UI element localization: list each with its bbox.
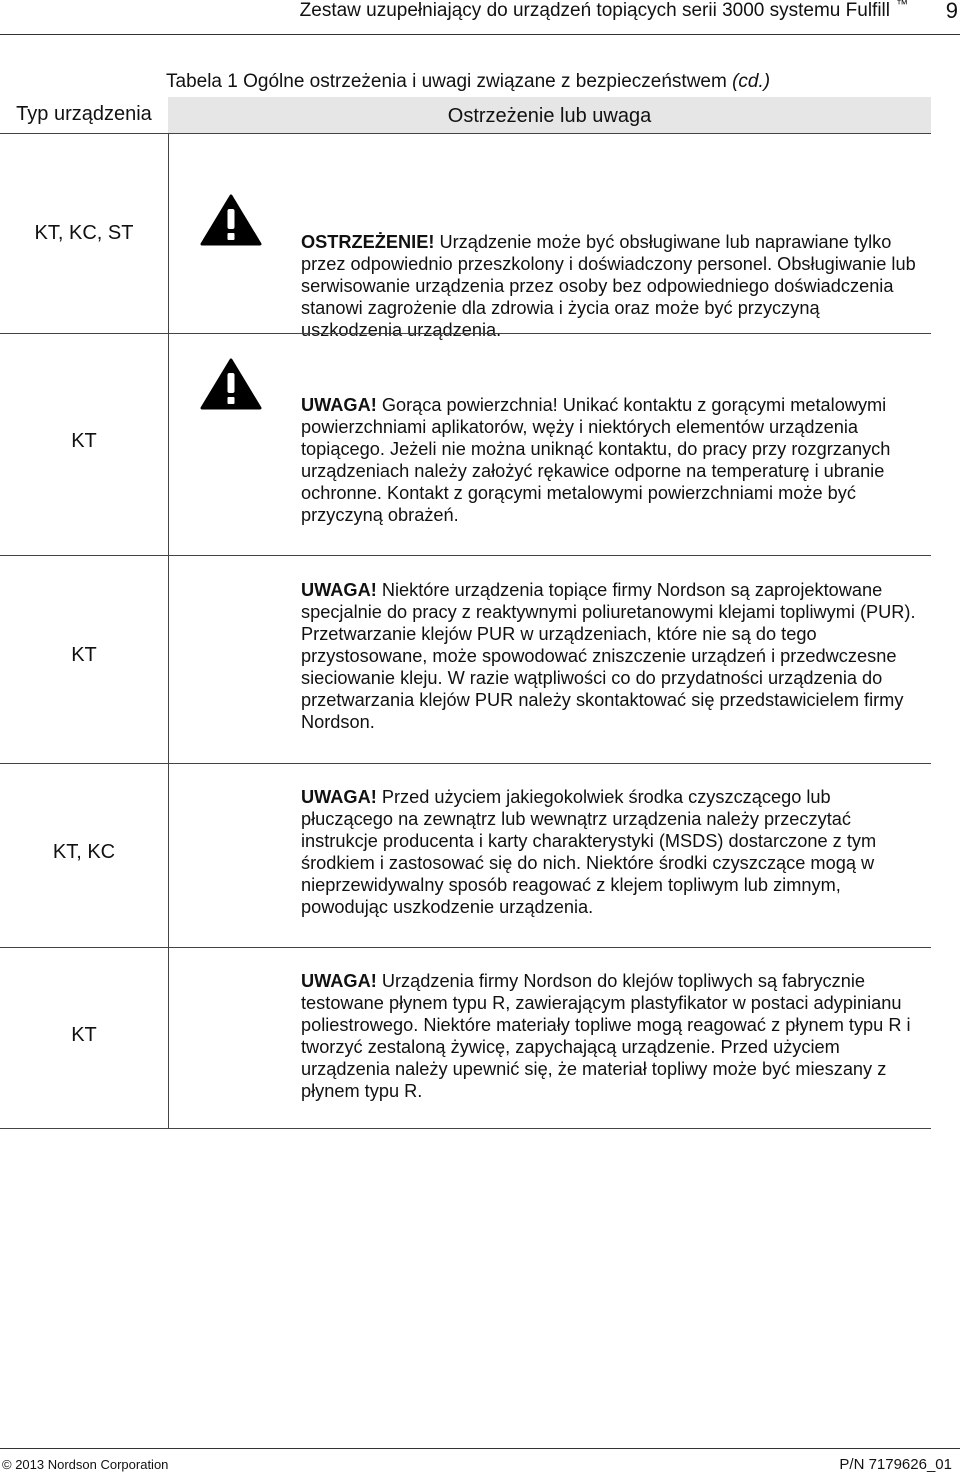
warning-triangle-icon <box>200 194 262 246</box>
table-row <box>0 947 931 1129</box>
column-divider <box>168 134 169 334</box>
device-type-cell: KT, KC, ST <box>34 222 134 244</box>
warning-triangle-icon <box>200 358 262 410</box>
footer-divider <box>0 1448 960 1449</box>
warning-text: UWAGA! Przed użyciem jakiegokolwiek środka czyszczącego lub płuczącego na zewnątrz lub wewnątrz urządzenia należy przeczytać instrukcje producenta i karty charakterystyki (MSDS) dostarczone z tym środkiem i zastosować się do nich. Niektóre środki czyszczące mogą w nieprzewidywalny sposób reagować z klejem topliwym lub zimnym, powodując uszkodzenie urządzenia. <box>301 787 877 917</box>
table-row <box>0 763 931 948</box>
column-divider <box>168 334 169 556</box>
column-divider <box>168 556 169 764</box>
warning-text: OSTRZEŻENIE! Urządzenie może być obsługiwane lub naprawiane tylko przez odpowiednio przeszkolony i doświadczony personel. Obsługiwanie lub serwisowanie urządzenia przez osoby bez odpowiedniego doświadczenia stanowi zagrożenie dla zdrowia i życia oraz może być przyczyną uszkodzenia urządzenia. <box>301 232 916 340</box>
column-header-type: Typ urządzenia <box>16 103 152 125</box>
warning-text: UWAGA! Gorąca powierzchnia! Unikać kontaktu z gorącymi metalowymi powierzchniami aplikatorów, węży i niektórych elementów urządzenia topiącego. Jeżeli nie można uniknąć kontaktu, do pracy przy rozgrzanych urządzeniach należy założyć rękawice odporne na temperaturę i ubranie ochronne. Kontakt z gorącymi metalowymi powierzchniami może być przyczyną obrażeń. <box>301 395 891 525</box>
safety-table <box>0 97 960 1101</box>
column-divider <box>168 948 169 1128</box>
header-divider <box>0 34 960 35</box>
copyright-notice: © 2013 Nordson Corporation <box>2 1457 169 1472</box>
device-type-cell: KT, KC <box>52 841 116 863</box>
column-divider <box>168 764 169 948</box>
header-title: Zestaw uzupełniający do urządzeń topiących serii 3000 systemu Fulfill ™ <box>300 0 908 22</box>
warning-text: UWAGA! Urządzenia firmy Nordson do klejów topliwych są fabrycznie testowane płynem typu R, zawierającym plastyfikator w postaci adypinianu poliestrowego. Niektóre materiały topliwe mogą reagować z płynem typu R i tworzyć zestaloną żywicę, zapychającą urządzenie. Przed użyciem urządzenia należy upewnić się, że materiał topliwy może być mieszany z płynem typu R. <box>301 971 911 1101</box>
device-type-cell: KT <box>71 430 97 452</box>
table-caption: Tabela 1 Ogólne ostrzeżenia i uwagi związane z bezpieczeństwem (cd.) <box>166 71 771 92</box>
device-type-cell: KT <box>71 644 97 666</box>
warning-text: UWAGA! Niektóre urządzenia topiące firmy Nordson są zaprojektowane specjalnie do pracy z reaktywnymi poliuretanowymi klejami topliwymi (PUR). Przetwarzanie klejów PUR w urządzeniach, które nie są do tego przystosowane, może spowodować zniszczenie urządzeń i przedwczesne sieciowanie kleju. W razie wątpliwości co do przydatności urządzenia do przetwarzania klejów PUR należy skontaktować się przedstawicielem firmy Nordson. <box>301 580 916 732</box>
table-row <box>0 333 931 556</box>
table-row <box>0 133 931 340</box>
device-type-cell: KT <box>71 1024 97 1046</box>
page-number: 9 <box>945 0 958 23</box>
page-header <box>0 0 960 32</box>
table-header-row <box>0 97 960 133</box>
table-row <box>0 555 931 764</box>
column-header-warning: Ostrzeżenie lub uwaga <box>447 105 652 127</box>
trademark-mark: ™ <box>896 0 908 11</box>
part-number: P/N 7179626_01 <box>839 1456 952 1473</box>
